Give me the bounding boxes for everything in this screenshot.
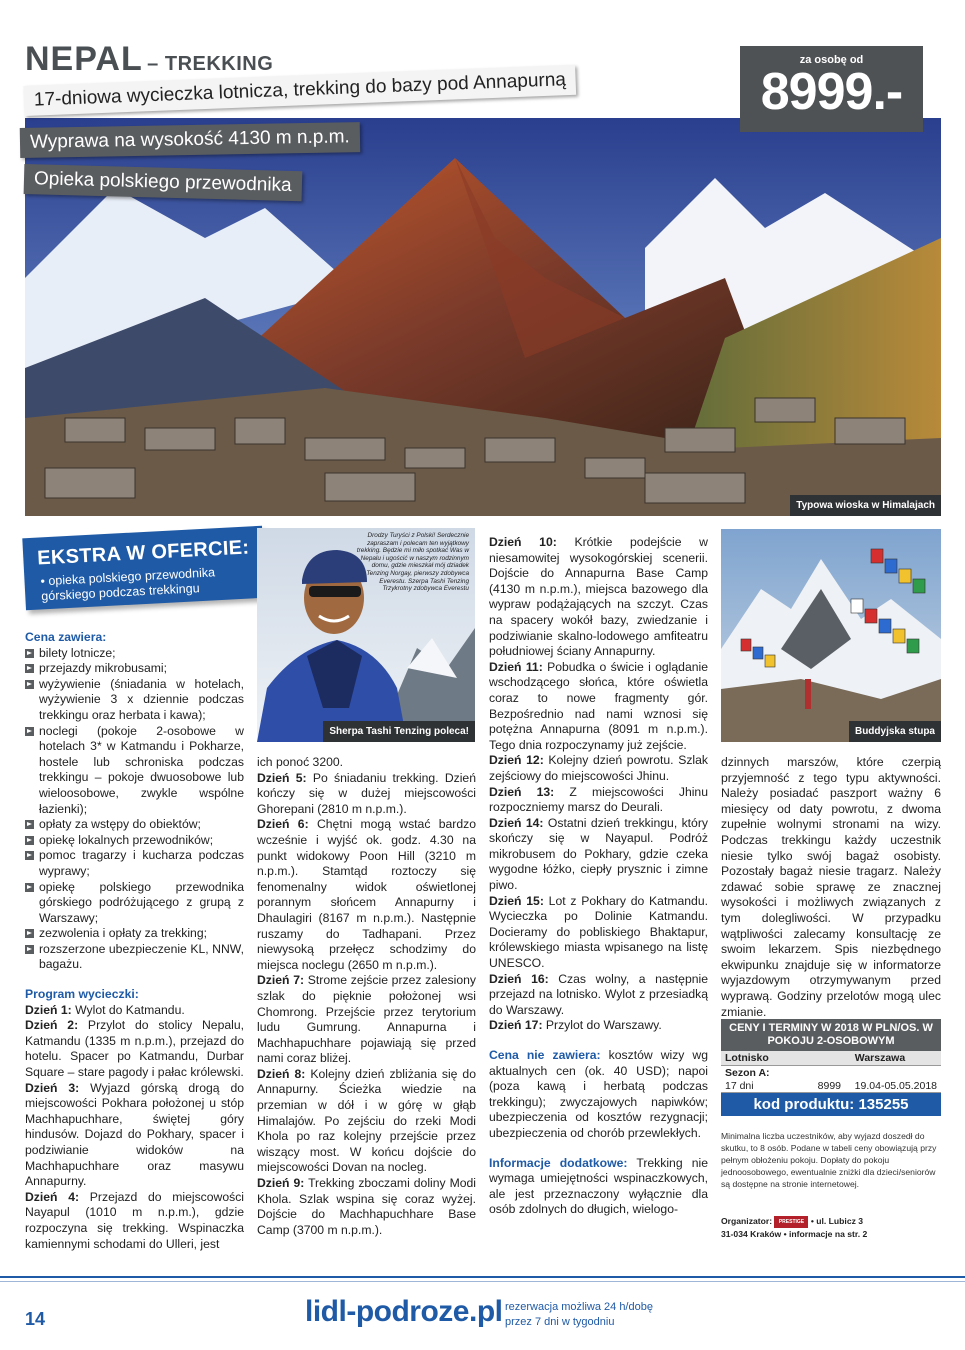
day-paragraph (25, 1018, 244, 1080)
sherpa-photo (257, 528, 475, 742)
ekstra-banner (22, 526, 265, 610)
duration: 17 dni (725, 1080, 754, 1092)
list-item: opłaty za wstępy do obiektów; (25, 817, 244, 833)
day-text: Przylot do stolicy Nepalu, Katmandu (1335 m n.p.m.), przejazd do hotelu. Spacer po Katmandu, Durbar Square – stare pagody i pałac królewski. (25, 1018, 244, 1080)
organizer-city: 31-034 Kraków • informacje na str. 2 (721, 1229, 868, 1239)
day-text: Krótkie podejście w niesamowitej wysokogórskiej scenerii. Dojście do Annapurna Base Camp (4130 m n.p.m.), miejsca bazowego dla wypraw podążających na szczyt. Czas na spacery wokół bazy, zwiedzanie i podziwianie skalno-lodowego amfiteatru południowej ściany Annapurny. (489, 535, 708, 659)
day-label: Dzień 11: (489, 659, 543, 674)
cena-zawiera-heading: Cena zawiera: (25, 630, 107, 644)
ribbon-trip-info: 17-dniowa wycieczka lotnicza, trekking do bazy pod Annapurną (23, 65, 576, 116)
day-text: Przylot do Warszawy. (542, 1018, 662, 1033)
column-4 (721, 755, 941, 1020)
product-code: kod produktu: 135255 (721, 1093, 941, 1116)
day-paragraph (489, 660, 708, 754)
day-text: Po śniadaniu trekking. Dzień kończy się w dużej miejscowości Ghorepani (2810 m n.p.m.). (257, 770, 476, 816)
day-text: Pobudka o świcie i oglądanie wschodzącego słońca, które oświetla coraz to nowe fragmenty gór. Bezpośrednio nad nami wznosi się potężna Annapurna (8091 m n.p.m.). Tego dnia rozpoczynamy już zejście. (489, 659, 708, 752)
day-paragraph (489, 785, 708, 816)
program-heading: Program wycieczki: (25, 987, 139, 1002)
day-text: Wyjazd górską drogą do miejscowości Pokhara położonej u stóp Machhapuchhare, świętej góry hindusów. Dojazd do Pokhary, spacer i podziwianie widoków na Machhapuchhare oraz masywu Annapurny. (25, 1080, 244, 1189)
sherpa-recommendation-note: Drodzy Turyści z Polski! Serdecznie zapraszam i polecam ten wyjątkowy trekking. Będzie mi miło spotkać Was w Nepalu i ugościć w naszym rodzinnym domu, gdzie mieszkał mój dziadek Tenzing Norgay, pierwszy zdobywca Everestu. Szerpa Tashi Tenzing Trzykrotny zdobywca Everestu (356, 532, 469, 593)
price-cell: 8999 (817, 1080, 841, 1092)
nie-zawiera-text: kosztów wizy wg aktualnych cen (ok. 40 USD); napoi (poza kawą i herbatą podczas trekkingu); zwyczajowych napiwków; ubezpieczenia od kosztów rezygnacji; ubezpieczenia od chorób przewlekłych. (489, 1048, 709, 1140)
list-item: bilety lotnicze; (25, 646, 244, 662)
day-paragraph (25, 1003, 244, 1019)
day-label: Dzień 15: (489, 893, 544, 908)
day-paragraph (489, 753, 708, 784)
day-paragraph (25, 1190, 244, 1252)
list-item: opiekę lokalnych przewodników; (25, 833, 244, 849)
organizer-address: • ul. Lubicz 3 (810, 1216, 864, 1226)
column-1 (25, 630, 244, 1252)
reservation-info (505, 1300, 653, 1330)
informacje-continuation: dzinnych marszów, które czerpią przyjemność z tego typu aktywności. Należy posiadać paszport ważny 6 miesięcy od daty powrotu, z dwoma zupełnie wolnymi stronami na wizy. Podczas trekkingu każdy uczestnik niesie tylko swój bagaż osobisty. Pozostały bagaż niesie tragarz. Należy zdawać sobie sprawę ze znacznej wysokości i możliwych związanych z tym dolegliwości. W przypadku wątpliwości zalecamy konsultację ze swoim lekarzem. Spis niezbędnego ekwipunku znajduje się w informatorze wyjazdowym otrzymywanym przed wyprawą. Godziny przelotów mogą ulec zmianie. (721, 755, 941, 1019)
day-paragraph (489, 816, 708, 894)
day-text: Strome zejście przez zalesiony szlak do pięknie położonej wsi Chomrong. Przejście przez terytorium ludu Gumrung. Annapurna i Machhapuchhare pojawiają się przed nami coraz bliżej. (257, 973, 476, 1066)
minimum-participants-note: Minimalna liczba uczestników, aby wyjazd doszedł do skutku, to 8 osób. Podane w tabeli ceny obowiązują przy pełnym obłożeniu pokoju. Dopłaty do pokoju jednoosobowego, ewentualnie zniżki dla dzieci/seniorów są dostępne na stronie internetowej. (721, 1131, 937, 1189)
footer-divider-thin (0, 1281, 965, 1282)
prestige-logo: PRESTIGE (774, 1216, 808, 1228)
day-text: Trekking zboczami doliny Modi Khola. Szlak wspina się coraz wyżej. Dojście do Machhapuchhare Base Camp (3700 m n.p.m.). (257, 1176, 476, 1237)
title-country: NEPAL (25, 40, 143, 78)
nie-zawiera-paragraph (489, 1048, 708, 1142)
day-label: Dzień 14: (489, 815, 544, 830)
website-link[interactable]: lidl-podroze.pl (305, 1295, 503, 1328)
day-text: Ostatni dzień trekkingu, który skończy się w Nayapul. Podróż mikrobusem do Pokhary, gdzie czeka wygodne łóżko, ciepły prysznic i zimne piwo. (489, 815, 708, 893)
price-label: za osobę od (799, 54, 864, 66)
informacje-text: Trekking nie wymaga umiejętności wspinaczkowych, ale jest przeznaczony wyłącznie dla osób zdolnych do długich, wielogo- (489, 1155, 708, 1217)
day-label: Dzień 12: (489, 753, 544, 768)
day-label: Dzień 4: (25, 1189, 80, 1204)
day-paragraph (257, 973, 476, 1067)
day-text: Z miejscowości Jhinu rozpoczniemy marsz do Deurali. (489, 784, 708, 815)
page-number: 14 (25, 1309, 46, 1329)
day-paragraph (489, 894, 708, 972)
ribbon-altitude: Wyprawa na wysokość 4130 m n.p.m. (20, 122, 360, 158)
hero-caption: Typowa wioska w Himalajach (790, 495, 941, 516)
day-paragraph (257, 1176, 476, 1238)
list-item: zezwolenia i opłaty za trekking; (25, 926, 244, 942)
day-label: Dzień 16: (489, 971, 549, 986)
price-table-row (721, 1066, 941, 1080)
page-title (25, 40, 273, 79)
day-paragraph (25, 1081, 244, 1190)
price-box (740, 46, 923, 132)
informacje-paragraph (489, 1156, 708, 1218)
day-text: Kolejny dzień zbliżania się do Annapurny. Ścieżka wiedzie na przemian w dół i w górę w głąb Himalajów. Po zejściu do rzeki Modi Khola po raz kolejny przejście przez wiszący most. W końcu dojście do miejscowości Dovan na nocleg. (257, 1066, 476, 1175)
cena-zawiera-list (25, 646, 244, 973)
day-paragraph (489, 972, 708, 1019)
day-label: Dzień 2: (25, 1018, 79, 1033)
list-item: rozszerzone ubezpieczenie KL, NNW, bagażu. (25, 942, 244, 973)
day-label: Dzień 9: (257, 1176, 305, 1191)
ribbon-guide: Opieka polskiego przewodnika (24, 164, 302, 201)
col-lotnisko: Lotnisko (725, 1052, 769, 1064)
day-label: Dzień 8: (257, 1066, 306, 1081)
list-item: wyżywienie (śniadania w hotelach, wyżywienie 3 x dziennie podczas trekkingu oraz herbata i kawa); (25, 677, 244, 724)
price-value: 8999.- (760, 63, 903, 121)
price-table (721, 1019, 941, 1116)
informacje-heading: Informacje dodatkowe: (489, 1155, 628, 1170)
day-label: Dzień 7: (257, 973, 305, 988)
list-item: opiekę polskiego przewodnika górskiego podróżującego z grupą z Warszawy; (25, 880, 244, 927)
day-label: Dzień 13: (489, 784, 555, 799)
price-table-row (721, 1080, 941, 1093)
reservation-line-2: przez 7 dni w tygodniu (505, 1316, 615, 1328)
nie-zawiera-heading: Cena nie zawiera: (489, 1048, 601, 1062)
day-paragraph (489, 535, 708, 660)
stupa-caption: Buddyjska stupa (849, 721, 941, 742)
day-text: Kolejny dzień powrotu. Szlak zejściowy do miejscowości Jhinu. (489, 753, 708, 783)
column-3 (489, 535, 708, 1218)
day-text: Przejazd do miejscowości Nayapul (1010 m n.p.m.), gdzie rozpoczyna się trekking. Wspinaczka kamiennymi schodami do Ulleri, jest (25, 1189, 245, 1251)
title-type: – TREKKING (147, 53, 274, 75)
day-text: Chętni mogą wstać bardzo wcześnie i wyjść ok. godz. 4.30 na punkt widokowy Poon Hill (3210 m n.p.m.). Stamtąd roztoczy się fenomenalny widok oświetlonej porannym słońcem Annapurny i Dhaulagiri (8167 m n.p.m.). Następnie ruszamy do Tadhapani. Przez niewysoką przełęcz schodzimy do miejsca noclegu (2650 m n.p.m.). (257, 817, 476, 972)
day-paragraph (257, 771, 476, 818)
prayer-flags-illustration (721, 529, 941, 742)
organizer (721, 1215, 946, 1241)
day-paragraph (257, 817, 476, 973)
sherpa-caption: Sherpa Tashi Tenzing poleca! (323, 721, 475, 742)
day-text: Lot z Pokhary do Katmandu. Wycieczka po Dolinie Katmandu. Docieramy do pobliskiego Bhaktapur, królewskiego miasta wpisanego na listę UNESCO. (489, 893, 708, 971)
day-label: Dzień 3: (25, 1080, 80, 1095)
day-label: Dzień 17: (489, 1018, 543, 1033)
col-warszawa: Warszawa (854, 1052, 906, 1064)
stupa-photo (721, 529, 941, 742)
column-2 (257, 755, 476, 1238)
day-label: Dzień 1: (25, 1002, 72, 1017)
list-item: przejazdy mikrobusami; (25, 661, 244, 677)
price-table-header-row (721, 1051, 941, 1066)
ekstra-heading: EKSTRA W OFERCIE: (36, 536, 250, 570)
day-label: Dzień 5: (257, 770, 307, 785)
reservation-line-1: rezerwacja możliwa 24 h/dobę (505, 1301, 653, 1313)
list-item: noclegi (pokoje 2-osobowe w hotelach 3* w Katmandu i Pokharze, hostele lub schroniska podczas trekkingu – pokoje dwuosobowe lub wieloosobowe, zwykle wspólne łazienki); (25, 724, 244, 818)
day-paragraph (257, 1067, 476, 1176)
day-paragraph (489, 1018, 708, 1034)
footer-divider (0, 1276, 965, 1278)
ekstra-text: • opieka polskiego przewodnika górskiego podczas trekkingu (40, 565, 216, 604)
organizer-label: Organizator: (721, 1216, 773, 1226)
price-table-heading: CENY I TERMINY W 2018 W PLN/OS. W POKOJU 2-OSOBOWYM (721, 1019, 941, 1051)
day-text: Wylot do Katmandu. (71, 1002, 185, 1017)
dates-cell: 19.04-05.05.2018 (854, 1080, 937, 1092)
day-label: Dzień 6: (257, 817, 309, 832)
day-label: Dzień 10: (489, 535, 557, 549)
list-item: pomoc tragarzy i kucharza podczas wyprawy; (25, 848, 244, 879)
day-text: Czas wolny, a następnie przejazd na lotnisko. Wylot z przesiadką do Warszawy. (489, 971, 708, 1017)
day-continuation: ich ponoć 3200. (257, 755, 344, 769)
season-label: Sezon A: (725, 1067, 770, 1079)
